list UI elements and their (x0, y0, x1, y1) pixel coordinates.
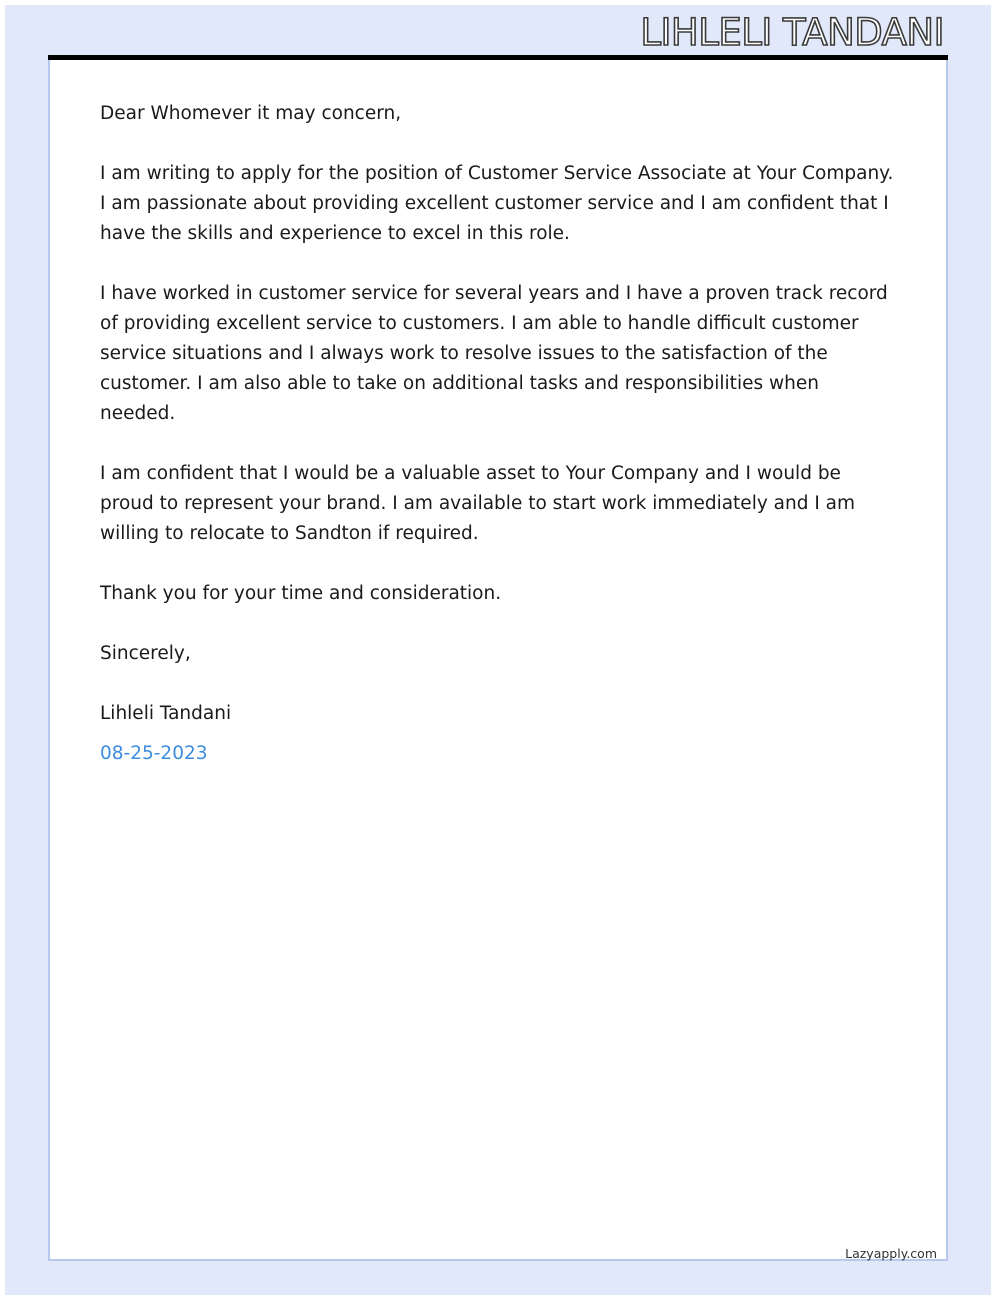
letter-closing: Sincerely, (100, 643, 191, 664)
letter-paragraph: I am writing to apply for the position of Customer Service Associate at Your Company. I am passionate about providing excellent customer service and I am confident that I have the skills and experience to excel in this role. (100, 163, 894, 244)
letter-body (100, 99, 900, 769)
header-name: LIHLELI TANDANI (640, 11, 944, 54)
footer-brand: Lazyapply.com (845, 1246, 937, 1261)
letter-paragraph: I am confident that I would be a valuable asset to Your Company and I would be proud to represent your brand. I am available to start work immediately and I am willing to relocate to Sandton if required. (100, 463, 856, 544)
letter-salutation: Dear Whomever it may concern, (100, 103, 402, 124)
letter-paragraph: Thank you for your time and consideration. (100, 583, 502, 604)
letter-paragraph: I have worked in customer service for several years and I have a proven track record of providing excellent service to customers. I am able to handle difficult customer service situations and I always work to resolve issues to the satisfaction of the customer. I am also able to take on additional tasks and responsibilities when needed. (100, 283, 888, 424)
letter-signature: Lihleli Tandani (100, 703, 232, 724)
letter-date: 08-25-2023 (100, 743, 208, 764)
